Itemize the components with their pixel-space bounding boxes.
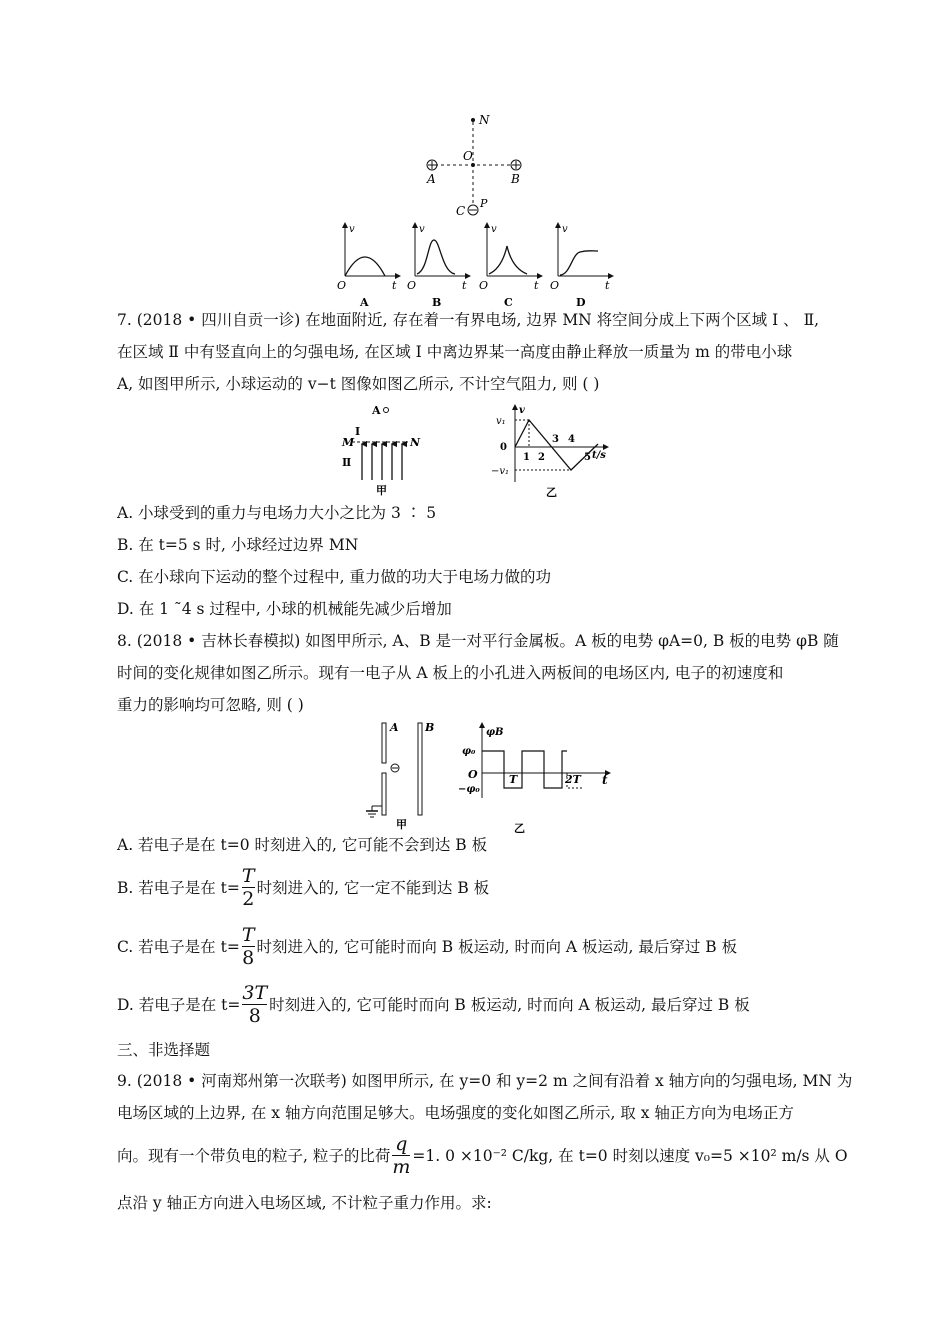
svg-text:v: v bbox=[519, 405, 525, 416]
svg-text:O: O bbox=[550, 279, 560, 292]
svg-text:v: v bbox=[349, 224, 355, 235]
charge-figure bbox=[410, 110, 550, 225]
q8-option-d: D. 若电子是在 t= $\frac{3T}{8}$ 时刻进入的, 它可能时而向 B 板运动, 时而向 A 板运动, 最后穿过 B 板 bbox=[117, 981, 750, 1027]
label-a: A bbox=[427, 172, 436, 186]
q7-line-2: 在区域 Ⅱ 中有竖直向上的匀强电场, 在区域 Ⅰ 中离边界某一高度由静止释放一质量为 m 的带电小球 bbox=[117, 343, 793, 361]
svg-text:t/s: t/s bbox=[592, 450, 606, 461]
svg-text:t: t bbox=[534, 279, 539, 292]
svg-text:A: A bbox=[372, 404, 381, 417]
q8-figure-yi bbox=[452, 720, 622, 835]
point-n bbox=[471, 118, 475, 122]
q7-line-1: 7. (2018 • 四川自贡一诊) 在地面附近, 存在着一有界电场, 边界 MN 将空间分成上下两个区域 Ⅰ 、 Ⅱ, bbox=[117, 311, 820, 329]
svg-text:M: M bbox=[342, 436, 355, 449]
svg-text:A: A bbox=[390, 721, 399, 734]
svg-text:Ⅱ: Ⅱ bbox=[342, 456, 352, 469]
q7-option-a: A. 小球受到的重力与电场力大小之比为 3 ∶ 5 bbox=[117, 504, 437, 522]
svg-text:−φ₀: −φ₀ bbox=[458, 784, 480, 795]
plate-a-lower bbox=[382, 773, 386, 815]
svg-text:T: T bbox=[509, 773, 518, 786]
svg-text:v: v bbox=[491, 224, 497, 235]
fraction-q-over-m: $\frac{q}{m}$ bbox=[392, 1132, 411, 1178]
option-label-c: C bbox=[504, 296, 513, 309]
svg-text:v₁: v₁ bbox=[496, 416, 506, 427]
q7-option-c: C. 在小球向下运动的整个过程中, 重力做的功大于电场力做的功 bbox=[117, 568, 552, 586]
section-3-heading: 三、非选择题 bbox=[117, 1041, 211, 1059]
svg-text:3: 3 bbox=[552, 434, 559, 445]
svg-text:O: O bbox=[337, 279, 347, 292]
q8-line-1: 8. (2018 • 吉林长春模拟) 如图甲所示, A、B 是一对平行金属板。A 板的电势 φA=0, B 板的电势 φB 随 bbox=[117, 632, 839, 650]
q9-line-2: 电场区域的上边界, 在 x 轴方向范围足够大。电场强度的变化如图乙所示, 取 x 轴正方向为电场正方 bbox=[117, 1104, 794, 1122]
q7-option-d: D. 在 1 ˜4 s 过程中, 小球的机械能先减少后增加 bbox=[117, 600, 452, 618]
option-label-a: A bbox=[360, 296, 369, 309]
q8-option-b: B. 若电子是在 t= $\frac{T}{2}$ 时刻进入的, 它一定不能到达 B 板 bbox=[117, 864, 490, 910]
graph-a bbox=[337, 223, 400, 309]
svg-text:−v₁: −v₁ bbox=[491, 466, 510, 477]
label-o: O bbox=[463, 149, 473, 163]
svg-text:t: t bbox=[392, 279, 397, 292]
svg-text:v: v bbox=[562, 224, 568, 235]
svg-text:φ₀: φ₀ bbox=[462, 746, 476, 757]
plate-b bbox=[418, 723, 422, 815]
svg-text:1: 1 bbox=[523, 452, 530, 463]
svg-text:0: 0 bbox=[500, 442, 507, 453]
fraction-t-over-2: $\frac{T}{2}$ bbox=[241, 864, 255, 910]
plate-a-upper bbox=[382, 723, 386, 763]
label-p: P bbox=[480, 197, 488, 210]
q7-line-3: A, 如图甲所示, 小球运动的 v−t 图像如图乙所示, 不计空气阻力, 则 ( ) bbox=[117, 375, 600, 393]
svg-text:乙: 乙 bbox=[546, 486, 557, 499]
fraction-t-over-8: $\frac{T}{8}$ bbox=[241, 923, 255, 969]
fraction-3t-over-8: $\frac{3T}{8}$ bbox=[242, 981, 268, 1027]
svg-text:5: 5 bbox=[584, 452, 591, 463]
svg-text:Ⅰ: Ⅰ bbox=[355, 425, 361, 438]
svg-text:O: O bbox=[407, 279, 417, 292]
svg-text:N: N bbox=[410, 436, 421, 449]
svg-text:t: t bbox=[602, 773, 608, 787]
svg-text:t: t bbox=[605, 279, 610, 292]
q9-line-1: 9. (2018 • 河南郑州第一次联考) 如图甲所示, 在 y=0 和 y=2 m 之间有沿着 x 轴方向的匀强电场, MN 为 bbox=[117, 1072, 853, 1090]
q8-line-3: 重力的影响均可忽略, 则 ( ) bbox=[117, 696, 304, 714]
q9-line-4: 点沿 y 轴正方向进入电场区域, 不计粒子重力作用。求: bbox=[117, 1194, 492, 1212]
q9-line-3: 向。现有一个带负电的粒子, 粒子的比荷 $\frac{q}{m}$ =1. 0 ×10⁻² C/kg, 在 t=0 时刻以速度 v₀=5 ×10² m/s 从 O bbox=[117, 1132, 848, 1178]
q7-figure-jia bbox=[338, 400, 433, 495]
q8-line-2: 时间的变化规律如图乙所示。现有一电子从 A 板上的小孔进入两板间的电场区内, 电子的初速度和 bbox=[117, 664, 784, 682]
svg-text:2: 2 bbox=[538, 452, 545, 463]
svg-text:O: O bbox=[468, 768, 478, 781]
q7-figure-yi bbox=[488, 402, 618, 498]
graph-c bbox=[479, 223, 542, 309]
svg-text:t: t bbox=[462, 279, 467, 292]
svg-text:甲: 甲 bbox=[396, 818, 407, 831]
label-c: C bbox=[456, 204, 466, 218]
svg-text:φB: φB bbox=[486, 727, 504, 738]
square-wave bbox=[482, 751, 567, 788]
q8-option-a: A. 若电子是在 t=0 时刻进入的, 它可能不会到达 B 板 bbox=[117, 836, 488, 854]
vt-graph-options bbox=[330, 218, 620, 308]
graph-d bbox=[550, 223, 613, 309]
svg-text:B: B bbox=[425, 721, 435, 734]
q7-option-b: B. 在 t=5 s 时, 小球经过边界 MN bbox=[117, 536, 359, 554]
svg-text:v: v bbox=[419, 224, 425, 235]
svg-text:4: 4 bbox=[568, 434, 575, 445]
point-o bbox=[471, 163, 475, 167]
svg-text:甲: 甲 bbox=[376, 484, 387, 497]
q8-option-c: C. 若电子是在 t= $\frac{T}{8}$ 时刻进入的, 它可能时而向 B 板运动, 时而向 A 板运动, 最后穿过 B 板 bbox=[117, 923, 738, 969]
label-b: B bbox=[511, 172, 520, 186]
option-label-b: B bbox=[432, 296, 442, 309]
ball-a bbox=[384, 408, 389, 413]
svg-text:乙: 乙 bbox=[514, 822, 525, 835]
svg-text:O: O bbox=[479, 279, 489, 292]
graph-b bbox=[407, 223, 470, 309]
q8-figure-jia bbox=[362, 718, 442, 830]
option-label-d: D bbox=[576, 296, 586, 309]
svg-text:2T: 2T bbox=[565, 773, 581, 786]
label-n: N bbox=[479, 113, 490, 127]
